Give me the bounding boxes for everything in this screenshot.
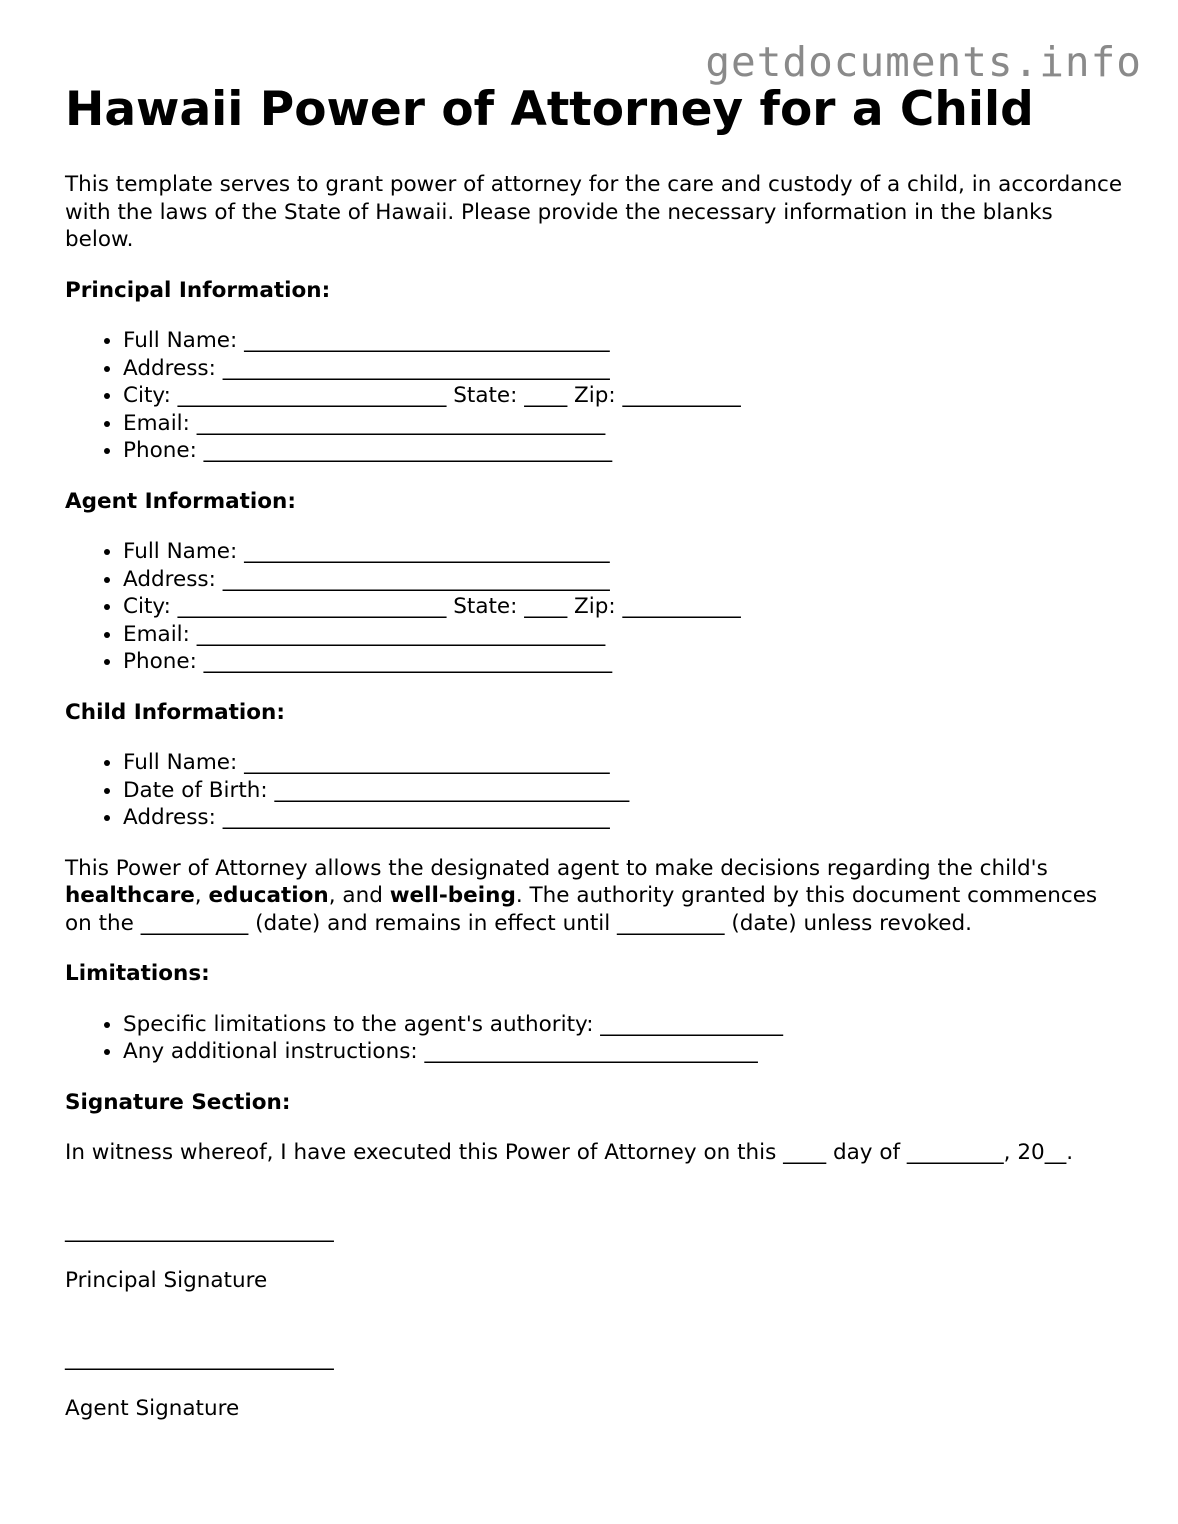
authority-well-being: well-being (389, 883, 516, 908)
agent-signature-label: Agent Signature (65, 1396, 240, 1421)
page-title: Hawaii Power of Attorney for a Child (65, 82, 1034, 137)
child-address-field[interactable]: • Address: ____________________________________ (123, 804, 1125, 832)
child-heading: Child Information: (65, 699, 285, 725)
agent-full-name-field[interactable]: • Full Name: __________________________________ (123, 538, 1125, 566)
principal-city-state-zip-field[interactable]: • City: _________________________ State: ____ Zip: ___________ (123, 382, 1125, 410)
principal-email-field[interactable]: • Email: ______________________________________ (123, 410, 1125, 438)
principal-address-field[interactable]: • Address: ____________________________________ (123, 355, 1125, 383)
limitations-heading: Limitations: (65, 961, 210, 986)
agent-email-field[interactable]: • Email: ______________________________________ (123, 621, 1125, 649)
principal-signature-label: Principal Signature (65, 1268, 268, 1293)
authority-text-post: . The authority granted by this document commences on the __________ (date) and remains in effect until __________ (date) unless revoked. (65, 883, 1098, 936)
authority-education: education (208, 883, 329, 908)
child-list (65, 749, 1125, 832)
document-page (65, 82, 1125, 1446)
agent-heading: Agent Information: (65, 488, 296, 514)
agent-list (65, 538, 1125, 676)
limitations-list (65, 1011, 1125, 1066)
principal-list (65, 327, 1125, 465)
signature-heading: Signature Section: (65, 1089, 291, 1115)
principal-signature-line[interactable]: _________________________ (65, 1217, 334, 1243)
principal-full-name-field[interactable]: • Full Name: __________________________________ (123, 327, 1125, 355)
agent-signature-line[interactable]: _________________________ (65, 1345, 334, 1371)
agent-city-state-zip-field[interactable]: • City: _________________________ State: ____ Zip: ___________ (123, 593, 1125, 621)
child-full-name-field[interactable]: • Full Name: __________________________________ (123, 749, 1125, 777)
witness-statement: In witness whereof, I have executed this Power of Attorney on this ____ day of _________, 20__. (65, 1140, 1074, 1165)
principal-phone-field[interactable]: • Phone: ______________________________________ (123, 437, 1125, 465)
watermark: getdocuments.info (705, 38, 1142, 86)
authority-sep-2: , and (328, 883, 390, 908)
child-date-of-birth-field[interactable]: • Date of Birth: _________________________________ (123, 777, 1125, 805)
authority-paragraph (65, 855, 1125, 938)
agent-phone-field[interactable]: • Phone: ______________________________________ (123, 648, 1125, 676)
authority-text-pre: This Power of Attorney allows the designated agent to make decisions regarding the child's (65, 855, 1048, 881)
authority-sep-1: , (194, 883, 209, 908)
specific-limitations-field[interactable]: • Specific limitations to the agent's authority: _________________ (123, 1011, 1125, 1039)
authority-healthcare: healthcare (65, 883, 195, 908)
agent-address-field[interactable]: • Address: ____________________________________ (123, 566, 1125, 594)
additional-instructions-field[interactable]: • Any additional instructions: _______________________________ (123, 1038, 1125, 1066)
principal-heading: Principal Information: (65, 277, 331, 303)
intro-paragraph: This template serves to grant power of attorney for the care and custody of a child, in accordance with the laws of the State of Hawaii. Please provide the necessary information in the blanks below. (65, 172, 1123, 252)
